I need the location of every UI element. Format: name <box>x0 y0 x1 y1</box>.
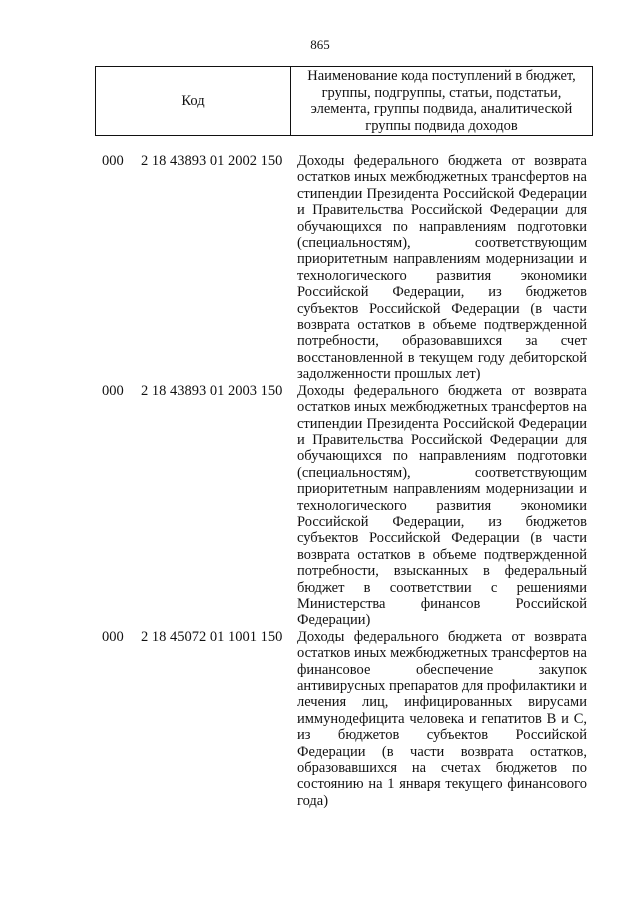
description-line: субъектов Российской Федерации (в части <box>297 300 587 317</box>
description-line: субъектов Российской Федерации (в части <box>297 530 587 547</box>
income-description <box>297 629 587 809</box>
description-line: Министерства финансов Российской <box>297 595 587 612</box>
description-line: финансовое обеспечение закупок <box>297 661 587 678</box>
admin-code: 000 <box>102 628 124 645</box>
description-line: стипендии Президента Российской Федерации <box>297 415 587 432</box>
description-line: остатков иных межбюджетных трансфертов на <box>297 645 587 662</box>
table-row <box>0 153 640 383</box>
income-description <box>297 383 587 629</box>
description-line: остатков иных межбюджетных трансфертов на <box>297 169 587 186</box>
income-code: 2 18 43893 01 2003 150 <box>141 382 283 399</box>
description-line: стипендии Президента Российской Федерации <box>297 185 587 202</box>
description-line: и Правительства Российской Федерации для <box>297 431 587 448</box>
admin-code: 000 <box>102 153 124 169</box>
description-line: состоянию на 1 января текущего финансового <box>297 776 587 793</box>
header-name-cell: Наименование кода поступлений в бюджет, группы, подгруппы, статьи, подстатьи, элемента, группы подвида, аналитической группы подвида доходов <box>307 68 576 134</box>
description-line: возврата остатков в объеме подтвержденной <box>297 546 587 563</box>
description-line: года) <box>297 792 329 809</box>
description-line: технологического развития экономики <box>297 497 587 514</box>
income-code: 2 18 43893 01 2002 150 <box>141 153 283 169</box>
description-line: Доходы федерального бюджета от возврата <box>297 382 587 399</box>
header-code-cell: Код <box>96 67 291 135</box>
description-line: Российской Федерации, из бюджетов <box>297 513 587 530</box>
description-line: задолженности прошлых лет) <box>297 366 481 383</box>
description-line: (специальностям), соответствующим <box>297 464 587 481</box>
description-line: Федерации (в части возврата остатков, <box>297 743 587 760</box>
description-line: технологического развития экономики <box>297 267 587 284</box>
description-line: образовавшихся на счетах бюджетов по <box>297 760 587 777</box>
description-line: (специальностям), соответствующим <box>297 235 587 252</box>
description-line: Доходы федерального бюджета от возврата <box>297 153 587 169</box>
income-code: 2 18 45072 01 1001 150 <box>141 628 283 645</box>
description-line: из бюджетов субъектов Российской <box>297 727 587 744</box>
description-line: Федерации) <box>297 612 371 629</box>
description-line: приоритетным направлениям модернизации и <box>297 251 587 268</box>
table-row <box>0 383 640 629</box>
description-line: антивирусных препаратов для профилактики и <box>297 678 587 694</box>
description-line: обучающихся по направлениям подготовки <box>297 218 587 235</box>
description-line: бюджет в соответствии с решениями <box>297 579 587 596</box>
description-line: потребности, образовавшихся за счет <box>297 333 587 350</box>
table-header <box>95 66 593 136</box>
description-line: восстановленной в текущем году дебиторской <box>297 349 587 366</box>
page-number: 865 <box>310 37 330 52</box>
description-line: возврата остатков в объеме подтвержденной <box>297 317 587 334</box>
description-line: иммунодефицита человека и гепатитов B и C, <box>297 710 587 727</box>
description-line: Доходы федерального бюджета от возврата <box>297 628 587 645</box>
description-line: обучающихся по направлениям подготовки <box>297 448 587 465</box>
description-line: Российской Федерации, из бюджетов <box>297 284 587 301</box>
table-body <box>0 153 640 809</box>
description-line: потребности, взысканных в федеральный <box>297 563 587 580</box>
description-line: остатков иных межбюджетных трансфертов на <box>297 399 587 416</box>
description-line: и Правительства Российской Федерации для <box>297 202 587 219</box>
description-line: приоритетным направлениям модернизации и <box>297 481 587 498</box>
table-row <box>0 629 640 809</box>
income-description <box>297 153 587 383</box>
admin-code: 000 <box>102 382 124 399</box>
description-line: лечения лиц, инфицированных вирусами <box>297 694 587 711</box>
